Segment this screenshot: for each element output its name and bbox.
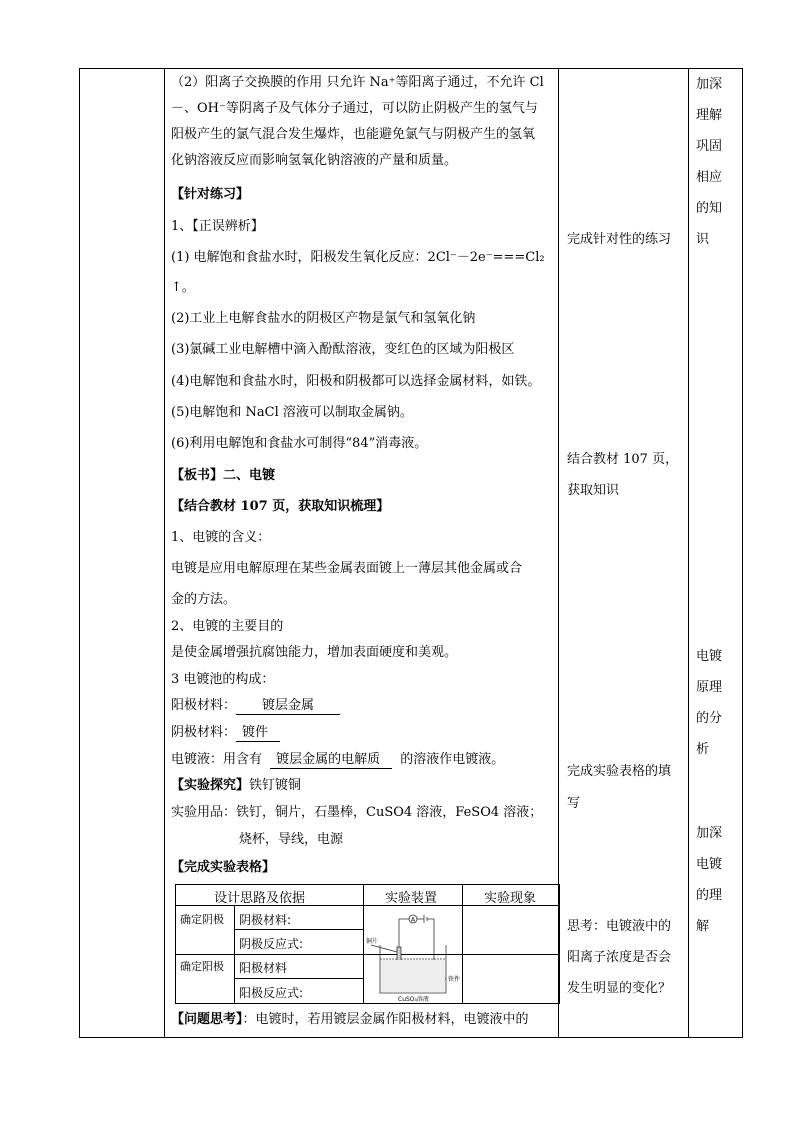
column-header: 实验现象 — [484, 891, 537, 906]
question-title: 1、【正误辨析】 — [171, 219, 264, 234]
intent-text: 巩固 — [696, 139, 723, 154]
electrolyte-suffix: 的溶液作电镀液。 — [400, 752, 505, 767]
question-item: (2)工业上电解食盐水的阴极区产物是氯气和氢氧化钠 — [171, 311, 476, 326]
text-line: 化钠溶液反应而影响氢氧化钠溶液的产量和质量。 — [171, 153, 458, 168]
question-item: (4)电解饱和食盐水时，阳极和阴极都可以选择金属材料，如铁。 — [171, 374, 541, 389]
intent-text: 加深 — [696, 826, 723, 841]
anode-blank: 镀层金属 — [236, 698, 340, 715]
subsection-title: 1、电镀的含义： — [171, 530, 271, 545]
board-heading: 【板书】二、电镀 — [171, 468, 276, 483]
text-line: －、OH⁻等阴离子及气体分子通过，可以防止阴极产生的氢气与 — [171, 101, 538, 116]
intent-text: 的知 — [696, 201, 723, 216]
electroplating-apparatus-diagram — [366, 907, 461, 1003]
copper-label: 铜片 — [366, 938, 379, 945]
text-line: 金的方法。 — [171, 592, 237, 607]
question-item: (5)电解饱和 NaCl 溶液可以制取金属钠。 — [171, 405, 413, 420]
experiment-title: 【实验探究】 — [171, 778, 250, 793]
column-divider — [688, 69, 689, 1037]
intent-text: 电镀 — [696, 857, 723, 872]
electrolyte-row — [171, 752, 504, 769]
text-line: （2）阳离子交换膜的作用 只允许 Na⁺等阳离子通过，不允许 Cl — [171, 75, 544, 90]
cathode-blank: 镀件 — [236, 725, 280, 742]
intent-text: 识 — [696, 232, 710, 247]
row-label: 确定阴极 — [180, 913, 224, 926]
section-heading: 【针对练习】 — [171, 187, 250, 202]
question-item: ↑。 — [171, 280, 195, 295]
intent-text: 加深 — [696, 77, 723, 92]
materials-line: 烧杯，导线，电源 — [239, 832, 344, 847]
column-header: 实验装置 — [385, 891, 438, 906]
cell-text: 阴极反应式: — [239, 937, 304, 951]
intent-text: 析 — [696, 742, 710, 757]
question-item: (3)氯碱工业电解槽中滴入酚酞溶液，变红色的区域为阳极区 — [171, 342, 515, 357]
subsection-title: 2、电镀的主要目的 — [171, 619, 284, 634]
question-text: ：电镀时，若用镀层金属作阳极材料，电镀液中的 — [242, 1012, 529, 1027]
materials-line: 实验用品：铁钉，铜片，石墨棒，CuSO4 溶液，FeSO4 溶液； — [171, 805, 543, 820]
activity-text: 写 — [567, 796, 581, 811]
solution-label: CuSO₄溶液 — [398, 996, 429, 1003]
cathode-row — [171, 725, 280, 742]
text-line: 阳极产生的氯气混合发生爆炸，也能避免氯气与阴极产生的氢氧 — [171, 127, 536, 142]
electrolyte-blank: 镀层金属的电解质 — [270, 752, 392, 769]
activity-text: 获取知识 — [567, 483, 620, 498]
section-heading: 【结合教材 107 页，获取知识梳理】 — [171, 499, 390, 514]
question-item: (6)利用电解饱和食盐水可制得“84”消毒液。 — [171, 436, 428, 451]
intent-text: 的分 — [696, 711, 723, 726]
cell-text: 阳极反应式: — [239, 986, 304, 1000]
row-label: 确定阳极 — [180, 960, 224, 973]
text-line: 是使金属增强抗腐蚀能力，增加表面硬度和美观。 — [171, 645, 458, 660]
anode-label: 阳极材料： — [171, 698, 237, 713]
activity-text: 完成针对性的练习 — [567, 232, 672, 247]
intent-text: 解 — [696, 919, 710, 934]
experiment-heading — [171, 778, 301, 794]
subsection-title: 3 电镀池的构成： — [171, 672, 275, 687]
question-line — [171, 1012, 529, 1028]
intent-text: 理解 — [696, 108, 723, 123]
cell-text: 阴极材料: — [239, 913, 292, 927]
question-label: 【问题思考】 — [171, 1012, 243, 1027]
cell-text: 阳极材料 — [239, 961, 288, 975]
iron-label: 铁件 — [448, 976, 461, 983]
experiment-topic: 铁钉镀铜 — [249, 778, 302, 793]
column-header: 设计思路及依据 — [214, 891, 306, 906]
intent-text: 相应 — [696, 170, 723, 185]
lesson-table — [79, 68, 743, 1038]
activity-text: 完成实验表格的填 — [567, 764, 672, 779]
table-rule — [462, 885, 463, 1003]
intent-text: 电镀 — [696, 649, 723, 664]
text-line: 电镀是应用电解原理在某些金属表面镀上一薄层其他金属或合 — [171, 561, 523, 576]
electrolyte-label: 电镀液：用含有 — [171, 752, 263, 767]
question-item: (1) 电解饱和食盐水时，阳极发生氧化反应：2Cl⁻－2e⁻===Cl₂ — [171, 250, 545, 265]
table-rule — [363, 885, 364, 1003]
experiment-table — [175, 884, 560, 1004]
ammeter-label: A — [410, 916, 416, 924]
table-heading: 【完成实验表格】 — [171, 860, 276, 875]
table-rule — [234, 978, 363, 979]
activity-text: 思考：电镀液中的 — [567, 919, 672, 934]
activity-text: 发生明显的变化？ — [567, 981, 672, 996]
activity-text: 阳离子浓度是否会 — [567, 950, 672, 965]
cathode-label: 阴极材料： — [171, 725, 237, 740]
intent-text: 原理 — [696, 680, 723, 695]
column-divider — [164, 69, 165, 1037]
intent-text: 的理 — [696, 888, 723, 903]
table-rule — [234, 929, 363, 930]
table-rule — [234, 905, 235, 1003]
anode-row — [171, 698, 340, 715]
activity-text: 结合教材 107 页， — [567, 452, 679, 467]
